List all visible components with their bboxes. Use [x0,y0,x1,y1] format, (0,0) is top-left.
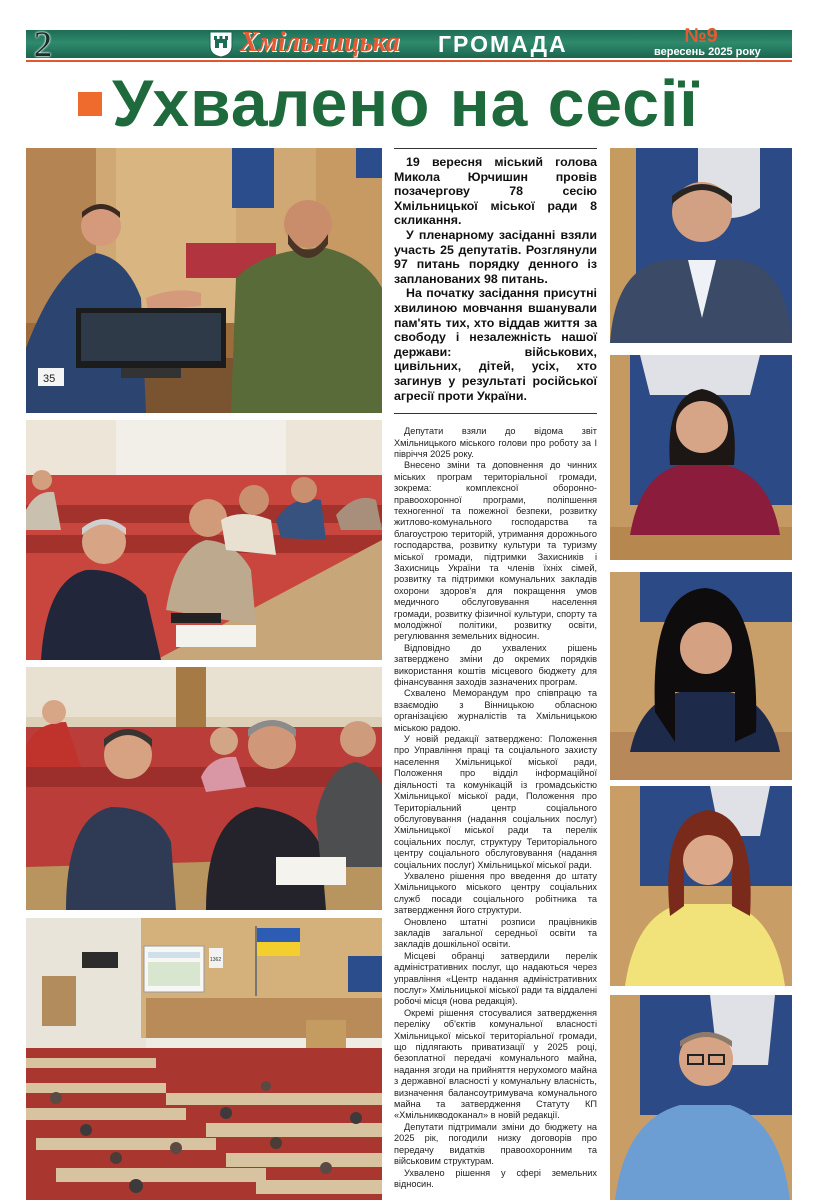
article-lead [394,155,597,403]
body-paragraph: Окремі рішення стосувалися затвердження переліку об'єктів комунальної власності Хмільницької міської територіальної громади, що підлягають приватизації у 2025 році, безоплатної передачі комунального майна, надання згоди на прийняття нерухомого майна з державної власності у комунальну власність, визначення балансоутримувача комунального майна та затвердження Статуту КП «Хмільникводоканал» в новій редакції. [394,1007,597,1121]
portrait-1 [610,148,792,343]
page-number: 2 [34,24,52,64]
photo-deputies-listening [26,667,382,910]
article-body [394,426,597,1190]
emblem-year: 1362 [210,957,222,963]
masthead [26,24,792,64]
desk-sign-number: 35 [43,373,56,385]
brand-name: Хмільницька [240,27,400,58]
issue-date: вересень 2025 року [654,46,761,58]
body-paragraph: Ухвалено рішення про введення до штату Хмільницького міського центру соціальних служб посади соціального робітника та затвердження його структури. [394,870,597,916]
body-paragraph: Оновлено штатні розписи працівників закладів загальної середньої освіти та закладів дошкільної освіти. [394,916,597,950]
photo-session-hall [26,918,382,1200]
body-paragraph: Внесено зміни та доповнення до чинних міських програм територіальної громади, зокрема: комплексної оборонно-правоохоронної програми, поліпшення техногенної та пожежної безпеки, розвитку житлово-комунального господарства та благоустрою територій, утримання дорожнього господарства, розвитку культури та туризму міської громади, підтримки Захисників і Захисниць України та членів їхніх сімей, розвитку та підтримки комунальних закладів охорони здоров'я для покращення умов медичного обслуговування населення громади, розвитку фізичної культури, спорту та молодіжної політики, розвитку освіти, регулювання земельних відносин. [394,460,597,642]
lead-paragraph: У пленарному засіданні взяли участь 25 депутатів. Розглянули 97 питань порядку денного із запланованих 98 питань. [394,227,597,286]
body-paragraph: У новій редакції затверджено: Положення про Управління праці та соціального захисту населення Хмільницької міської ради, Положення про відділ інформаційної діяльності та комунікацій із громадськістю Хмільницької міської ради, Положення про Територіальний центр соціального обслуговування (надання соціальних послуг) Хмільницької міської ради та перелік соціальних послуг, структуру Територіального центру соціального обслуговування (надання соціальних послуг) Хмільницької міської ради. [394,734,597,870]
portrait-3 [610,572,792,780]
portrait-5 [610,995,792,1200]
lead-bottom-rule [394,413,597,414]
body-paragraph: Схвалено Меморандум про співпрацю та взаємодію з Вінницькою обласною організацією журналістів та Хмільницькою міською радою. [394,688,597,733]
photo-handshake [26,148,382,413]
body-paragraph: Депутати взяли до відома звіт Хмільницького міського голови про роботу за I півріччя 2025 року. [394,426,597,459]
headline-marker [78,92,102,116]
headline: Ухвалено на сесії [112,66,699,140]
photo-deputies-session [26,420,382,660]
lead-paragraph: 19 вересня міський голова Микола Юрчишин провів позачергову 78 сесію Хмільницької міської ради 8 скликання. [394,155,597,228]
lead-top-rule [394,148,597,149]
brand-subtitle: ГРОМАДА [438,31,568,57]
issue-number: №9 [684,25,718,47]
lead-paragraph: На початку засідання присутні хвилиною мовчання вшанували пам'ять тих, хто віддав життя за свободу і незалежність нашої держави: військових, цивільних, дітей, усіх, хто загинув у результаті російської агресії проти України. [394,286,597,403]
body-paragraph: Відповідно до ухвалених рішень затверджено зміни до окремих порядків використання коштів місцевого бюджету для фінансування заходів зазначених програм. [394,642,597,688]
city-emblem-icon [208,30,234,58]
body-paragraph: Місцеві обранці затвердили перелік адміністративних послуг, що надаються через управління «Центр надання адміністративних послуг» Хмільницької міської ради та віддалені робочі місця (нова редакція). [394,950,597,1007]
portrait-2 [610,355,792,560]
body-paragraph: Ухвалено рішення у сфері земельних відносин. [394,1167,597,1189]
article-column [394,148,597,1190]
portrait-4 [610,786,792,986]
masthead-rule [26,60,792,62]
body-paragraph: Депутати підтримали зміни до бюджету на 2025 рік, погодили низку договорів про передачу видатків правоохоронним та військовим структурам. [394,1121,597,1167]
